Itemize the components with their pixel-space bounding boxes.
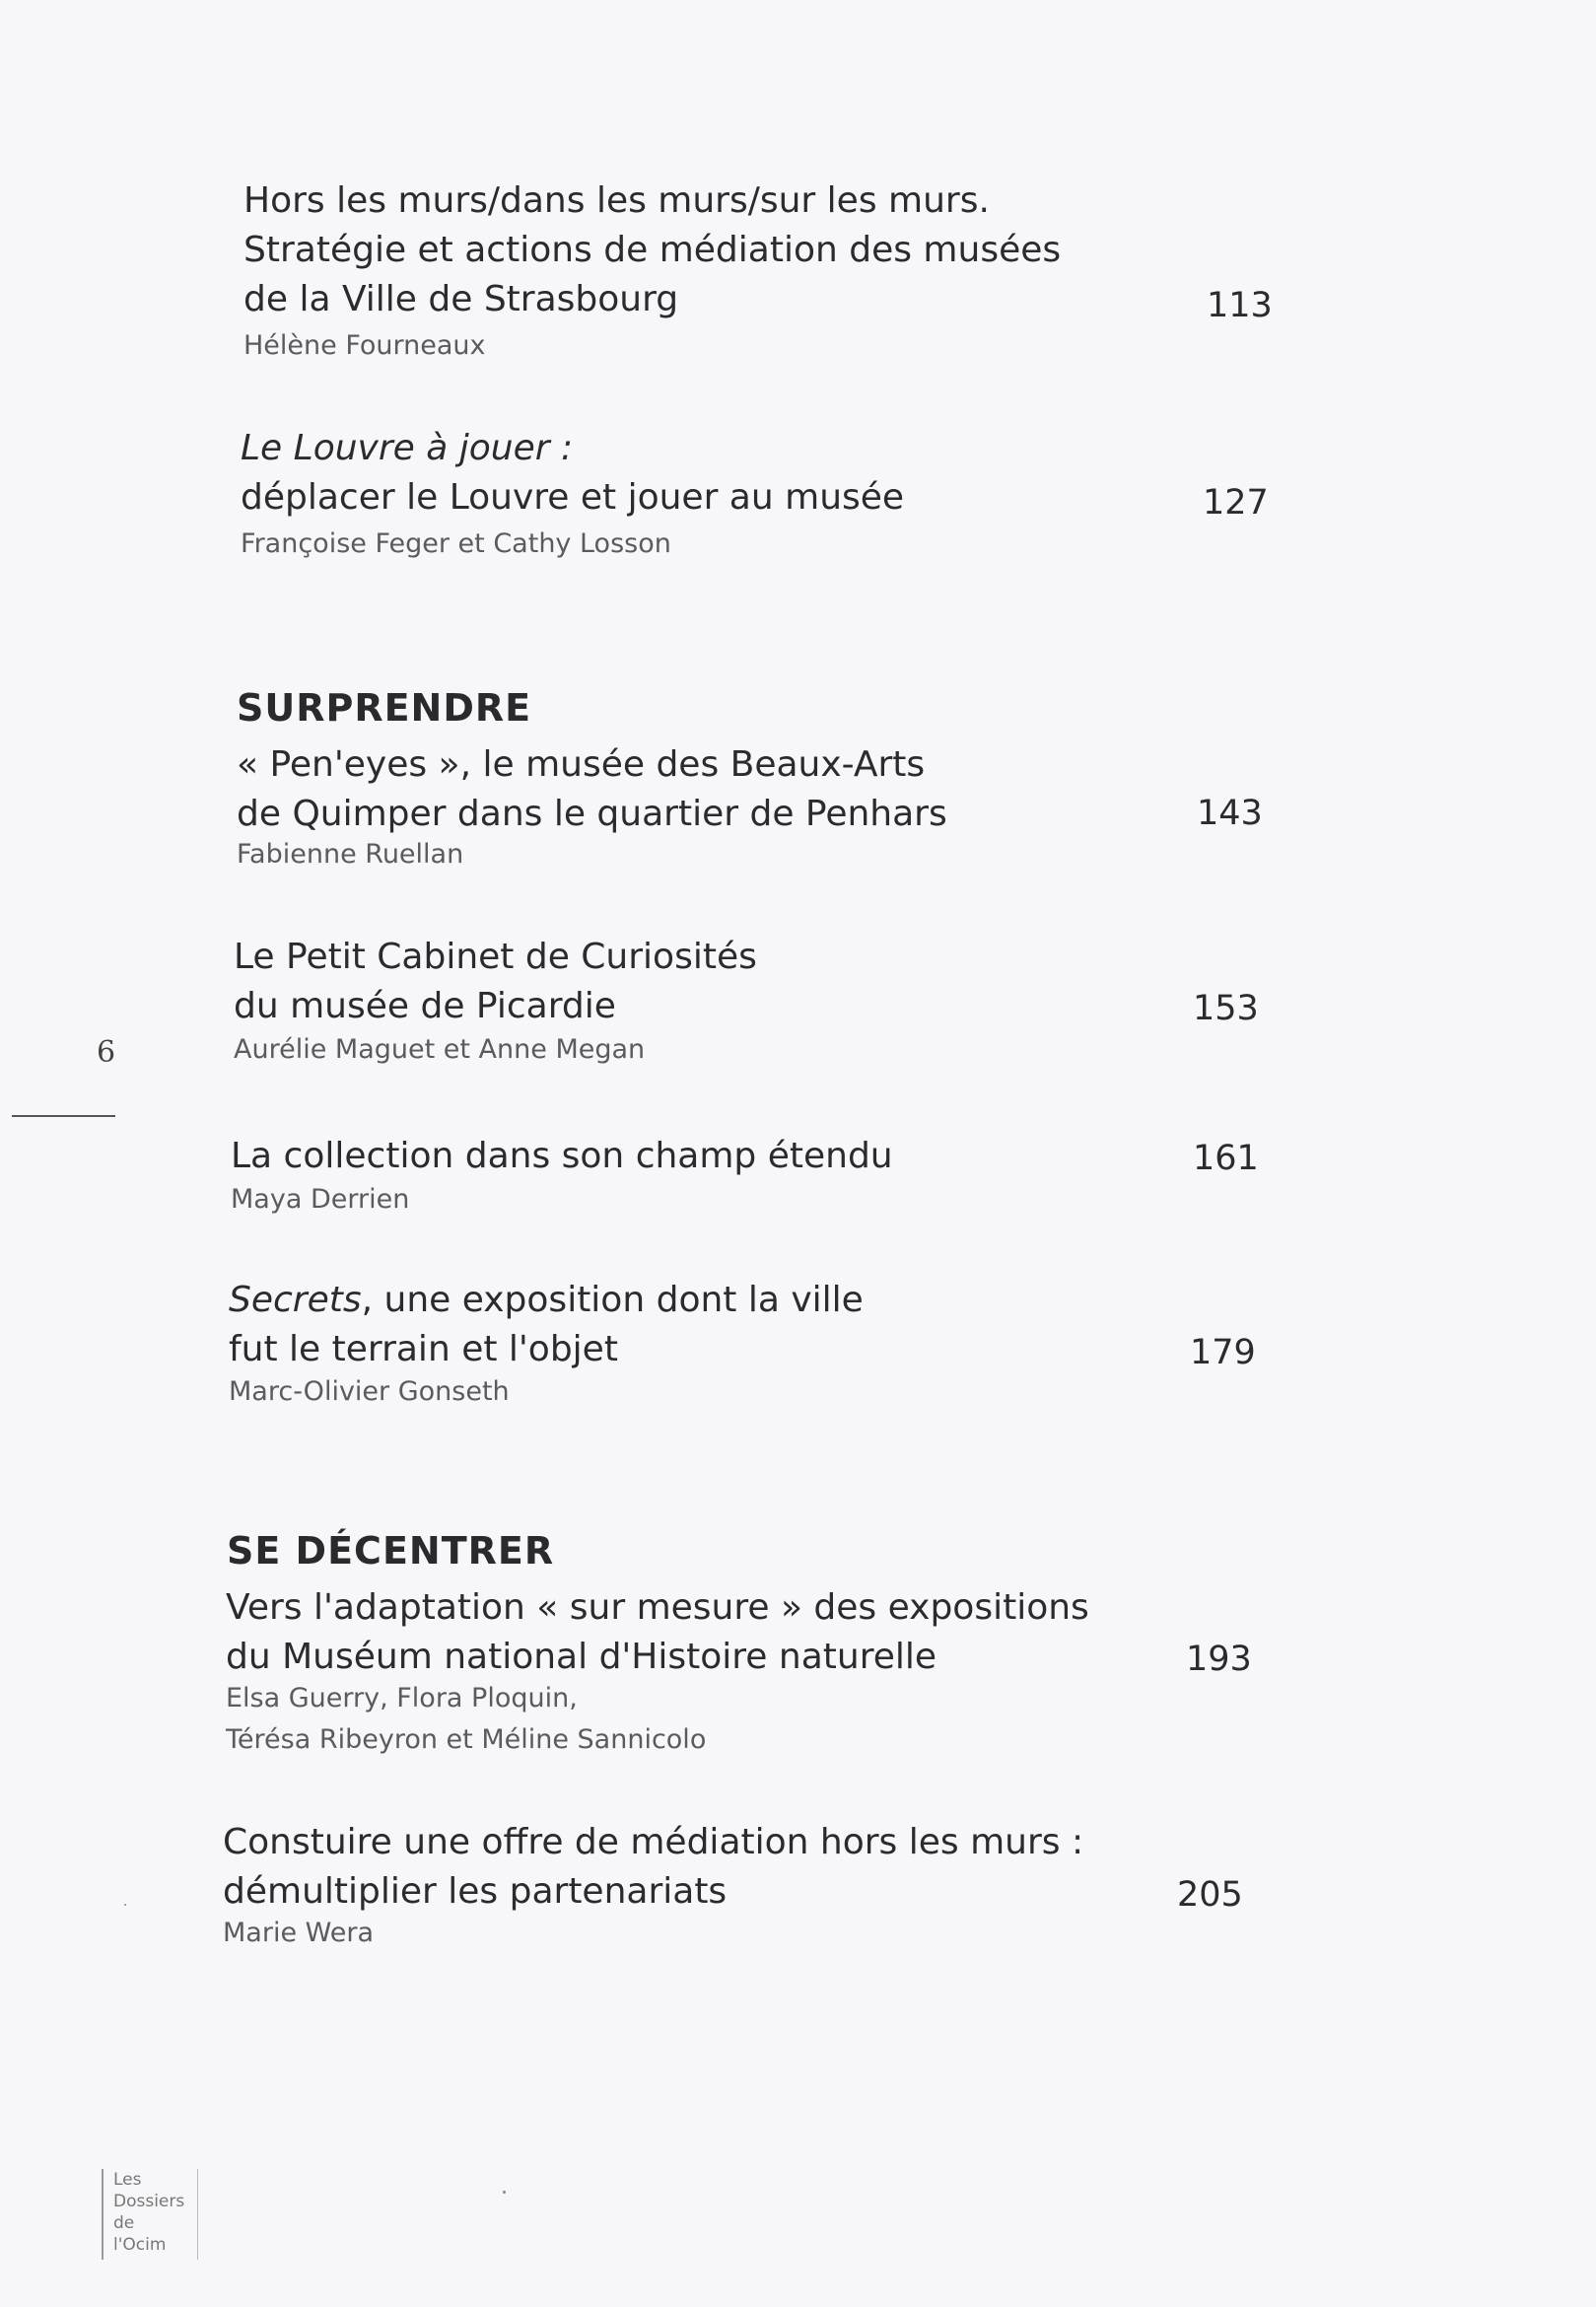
entry-author: Fabienne Ruellan (237, 839, 464, 870)
section-heading: SURPRENDRE (237, 686, 532, 730)
entry-title: Secrets, une exposition dont la ville fut le terrain et l'objet (229, 1280, 864, 1369)
entry-title: Vers l'adaptation « sur mesure » des expositions du Muséum national d'Histoire naturelle (226, 1587, 1089, 1677)
entry-page-number: 161 (1193, 1139, 1259, 1178)
entry-page-number: 193 (1186, 1640, 1252, 1679)
entry-author: Maya Derrien (231, 1184, 410, 1215)
entry-author: Marc-Olivier Gonseth (229, 1376, 510, 1407)
entry-author: Françoise Feger et Cathy Losson (241, 528, 671, 559)
entry-title: Hors les murs/dans les murs/sur les murs. Stratégie et actions de médiation des musées de la Ville de Strasbourg (243, 180, 1062, 319)
entry-author: Marie Wera (223, 1918, 375, 1948)
publisher-logo: Les Dossiers de l'Ocim (102, 2169, 198, 2260)
entry-page-number: 143 (1197, 794, 1263, 833)
entry-title: « Pen'eyes », le musée des Beaux-Arts de Quimper dans le quartier de Penhars (237, 744, 947, 834)
entry-title: Le Petit Cabinet de Curiosités du musée de Picardie (234, 937, 757, 1026)
entry-title: Constuire une offre de médiation hors les murs : démultiplier les partenariats (223, 1822, 1084, 1912)
entry-page-number: 179 (1190, 1333, 1256, 1372)
paper-speck (124, 1904, 126, 1906)
entry-page-number: 205 (1177, 1875, 1243, 1915)
entry-page-number: 153 (1193, 989, 1259, 1028)
entry-author: Hélène Fourneaux (243, 330, 486, 361)
entry-title: La collection dans son champ étendu (231, 1136, 893, 1176)
paper-speck (503, 2191, 506, 2194)
entry-page-number: 127 (1203, 483, 1269, 523)
entry-title-italic: Secrets (229, 1280, 362, 1320)
page-folio-number: 6 (97, 1035, 116, 1070)
section-heading: SE DÉCENTRER (227, 1529, 555, 1573)
entry-author: Aurélie Maguet et Anne Megan (234, 1034, 646, 1065)
entry-author: Elsa Guerry, Flora Ploquin, Térésa Ribeyron et Méline Sannicolo (226, 1683, 707, 1755)
entry-title: Le Louvre à jouer : déplacer le Louvre et jouer au musée (241, 424, 904, 523)
entry-title-italic: Le Louvre à jouer : (241, 428, 574, 468)
margin-rule (12, 1115, 115, 1117)
entry-page-number: 113 (1207, 286, 1273, 325)
